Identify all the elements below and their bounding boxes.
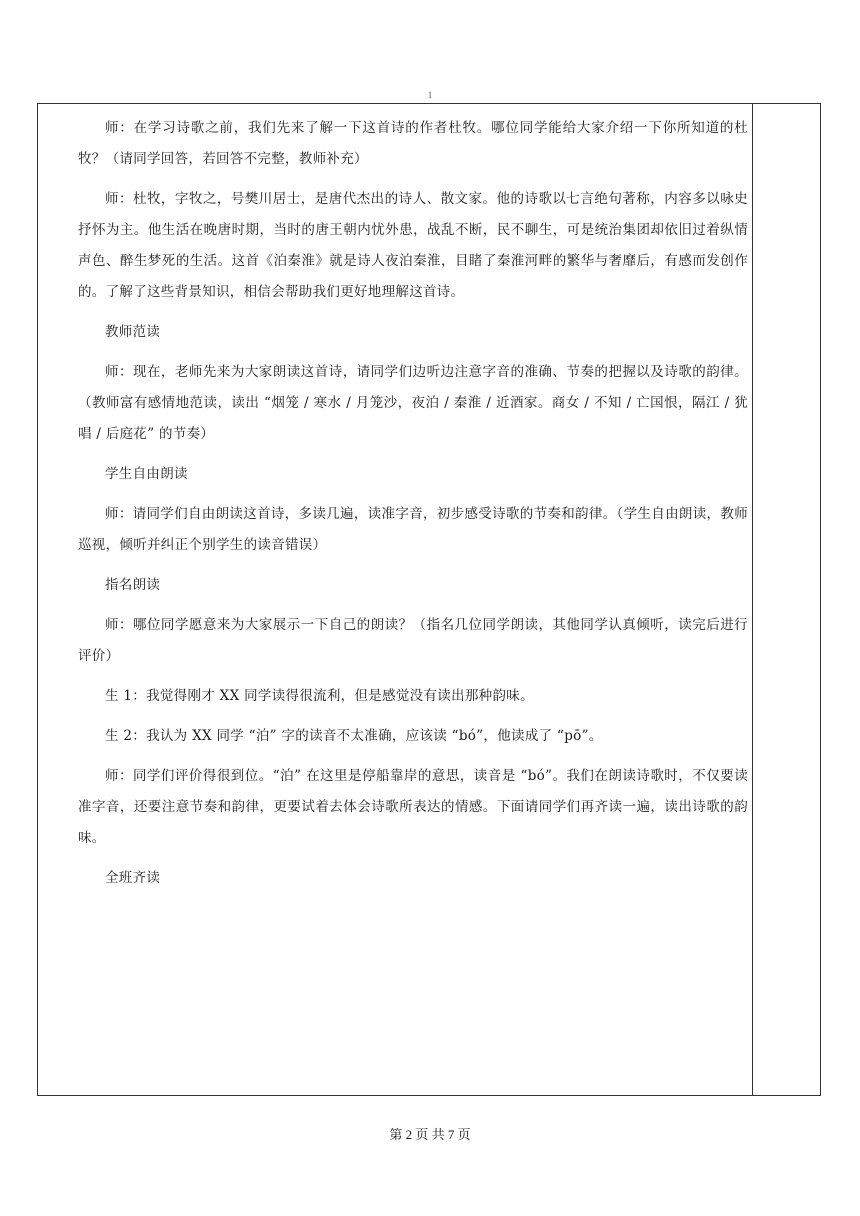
paragraph-student-1: 生 1：我觉得刚才 XX 同学读得很流利，但是感觉没有读出那种韵味。 [105, 688, 534, 704]
paragraph-author-intro: 师：在学习诗歌之前，我们先来了解一下这首诗的作者杜牧。哪位同学能给大家介绍一下你所知道的杜牧？（请同学回答，若回答不完整，教师补充） [78, 120, 748, 167]
section-heading-named-reading: 指名朗读 [105, 577, 161, 593]
page-footer: 第 2 页 共 7 页 [389, 1127, 471, 1142]
section-heading-teacher-reading: 教师范读 [105, 324, 161, 340]
paragraph-teacher-reading: 师：现在，老师先来为大家朗读这首诗，请同学们边听边注意字音的准确、节奏的把握以及诗歌的韵律。（教师富有感情地范读，读出 “烟笼 / 寒水 / 月笼沙，夜泊 / 秦淮 / 近酒家。商女 / 不知 / 亡国恨，隔江 / 犹唱 / 后庭花” 的节奏） [78, 364, 748, 442]
paragraph-background: 师：杜牧，字牧之，号樊川居士，是唐代杰出的诗人、散文家。他的诗歌以七言绝句著称，内容多以咏史抒怀为主。他生活在晚唐时期，当时的唐王朝内忧外患，战乱不断，民不聊生，可是统治集团却依旧过着纵情声色、醉生梦死的生活。这首《泊秦淮》就是诗人夜泊秦淮，目睹了秦淮河畔的繁华与奢靡后，有感而发创作的。了解了这些背景知识，相信会帮助我们更好地理解这首诗。 [78, 191, 748, 300]
section-heading-class-reading: 全班齐读 [105, 870, 161, 886]
column-divider [752, 104, 753, 1095]
paragraph-named-reading: 师：哪位同学愿意来为大家展示一下自己的朗读？（指名几位同学朗读，其他同学认真倾听，读完后进行评价） [78, 617, 748, 664]
paragraph-teacher-summary: 师：同学们评价得很到位。“泊” 在这里是停船靠岸的意思，读音是 “bó”。我们在朗读诗歌时，不仅要读准字音，还要注意节奏和韵律，更要试着去体会诗歌所表达的情感。下面请同学们再齐读一遍，读出诗歌的韵味。 [78, 768, 748, 846]
section-heading-free-reading: 学生自由朗读 [105, 466, 188, 482]
lesson-table [37, 103, 821, 1096]
lesson-content-cell [78, 113, 748, 903]
header-page-marker: 1 [427, 90, 433, 100]
paragraph-student-2: 生 2：我认为 XX 同学 “泊” 字的读音不太准确，应该读 “bó”，他读成了 “pō”。 [105, 728, 603, 744]
paragraph-free-reading: 师：请同学们自由朗读这首诗，多读几遍，读准字音，初步感受诗歌的节奏和韵律。（学生自由朗读，教师巡视，倾听并纠正个别学生的读音错误） [78, 506, 748, 553]
